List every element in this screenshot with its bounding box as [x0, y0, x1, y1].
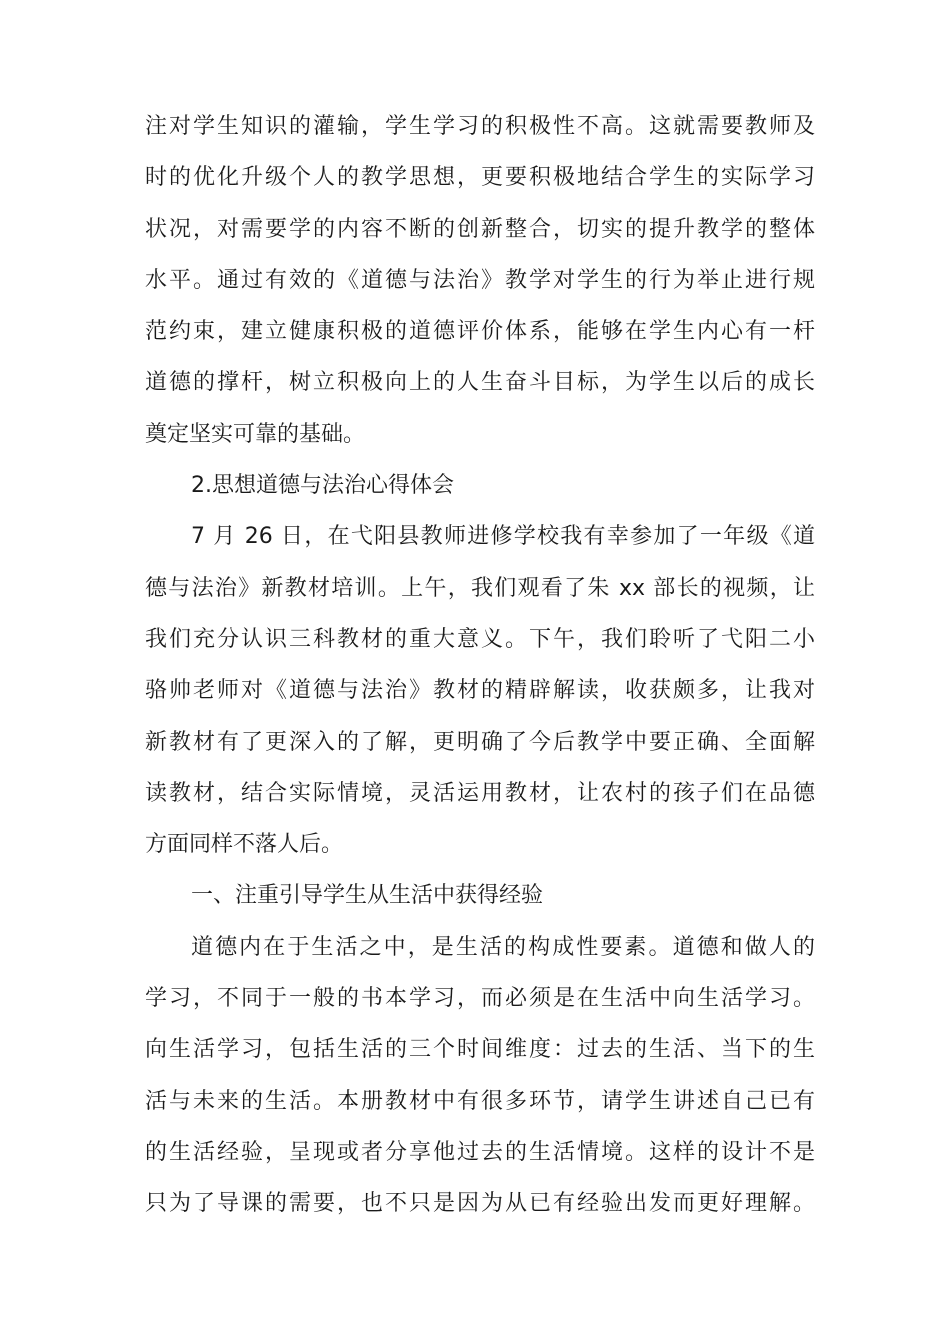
text-line: 一、注重引导学生从生活中获得经验	[191, 883, 544, 909]
text-line: 我们充分认识三科教材的重大意义。下午，我们聆听了弋阳二小	[145, 626, 815, 652]
text-line: 新教材有了更深入的了解，更明确了今后教学中要正确、全面解	[145, 729, 815, 755]
text-line: 读教材，结合实际情境，灵活运用教材，让农村的孩子们在品德	[145, 780, 815, 806]
text-line: 注对学生知识的灌输，学生学习的积极性不高。这就需要教师及	[145, 114, 815, 139]
text-line: 道德的撑杆，树立积极向上的人生奋斗目标，为学生以后的成长	[145, 370, 815, 396]
document-body	[145, 101, 815, 1230]
text-line: 状况，对需要学的内容不断的创新整合，切实的提升教学的整体	[145, 216, 815, 242]
text-line: 只为了导课的需要，也不只是因为从已有经验出发而更好理解。	[145, 1191, 815, 1217]
text-line: 向生活学习，包括生活的三个时间维度：过去的生活、当下的生	[145, 1037, 815, 1063]
text-line: 活与未来的生活。本册教材中有很多环节，请学生讲述自己已有	[145, 1088, 815, 1114]
text-line: 时的优化升级个人的教学思想，更要积极地结合学生的实际学习	[145, 165, 815, 191]
text-line: 道德内在于生活之中，是生活的构成性要素。道德和做人的	[191, 934, 815, 960]
text-line: 7 月 26 日，在弋阳县教师进修学校我有幸参加了一年级《道	[191, 524, 815, 550]
text-line: 方面同样不落人后。	[145, 832, 344, 858]
text-line: 2.思想道德与法治心得体会	[191, 473, 454, 499]
text-line: 奠定坚实可靠的基础。	[145, 421, 366, 447]
text-line: 水平。通过有效的《道德与法治》教学对学生的行为举止进行规	[145, 267, 815, 293]
text-line: 范约束，建立健康积极的道德评价体系，能够在学生内心有一杆	[145, 319, 815, 345]
text-line: 骆帅老师对《道德与法治》教材的精辟解读，收获颇多，让我对	[145, 678, 815, 704]
text-line: 德与法治》新教材培训。上午，我们观看了朱 xx 部长的视频，让	[145, 575, 815, 601]
text-line: 学习，不同于一般的书本学习，而必须是在生活中向生活学习。	[145, 986, 815, 1012]
text-line: 的生活经验，呈现或者分享他过去的生活情境。这样的设计不是	[145, 1139, 815, 1165]
